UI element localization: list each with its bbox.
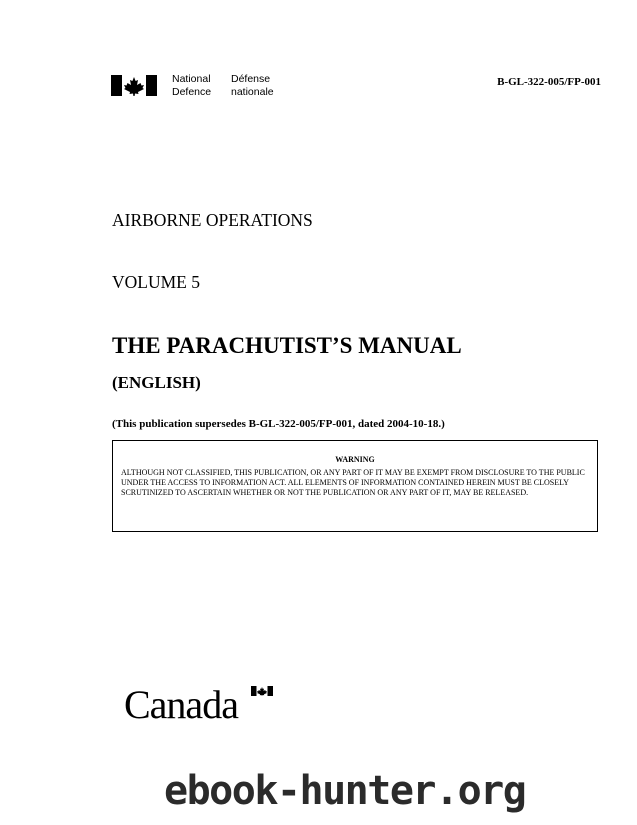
department-name-english — [172, 73, 211, 99]
canada-wordmark-flag-icon — [251, 686, 273, 696]
supersedes-note: (This publication supersedes B-GL-322-005/FP-001, dated 2004-10-18.) — [112, 418, 445, 430]
canada-wordmark-text: Canada — [124, 682, 238, 727]
department-name-french — [231, 73, 274, 99]
volume-label: VOLUME 5 — [112, 272, 200, 292]
watermark-text: ebook-hunter.org — [164, 768, 526, 814]
department-en-line-2: Defence — [172, 86, 212, 98]
warning-box — [112, 440, 598, 532]
language-label: (ENGLISH) — [112, 373, 201, 392]
series-title: AIRBORNE OPERATIONS — [112, 210, 313, 230]
canada-wordmark — [124, 684, 276, 726]
document-number: B-GL-322-005/FP-001 — [497, 76, 601, 88]
warning-body: ALTHOUGH NOT CLASSIFIED, THIS PUBLICATION, OR ANY PART OF IT MAY BE EXEMPT FROM DISCLOSURE TO THE PUBLIC UNDER THE ACCESS TO INFORMATION ACT. ALL ELEMENTS OF INFORMATION CONTAINED HEREIN MUST BE CLOSELY SCRUTINIZED TO ASCERTAIN WHETHER OR NOT THE PUBLICATION OR ANY PART OF IT, MAY BE RELEASED. — [121, 468, 585, 497]
department-en-line-1: National — [172, 73, 211, 85]
canada-flag-symbol-icon — [111, 75, 157, 96]
department-fr-line-2: nationale — [231, 86, 274, 98]
department-fr-line-1: Défense — [231, 73, 271, 85]
page-title: THE PARACHUTIST’S MANUAL — [112, 333, 462, 358]
warning-heading: WARNING — [335, 455, 375, 464]
